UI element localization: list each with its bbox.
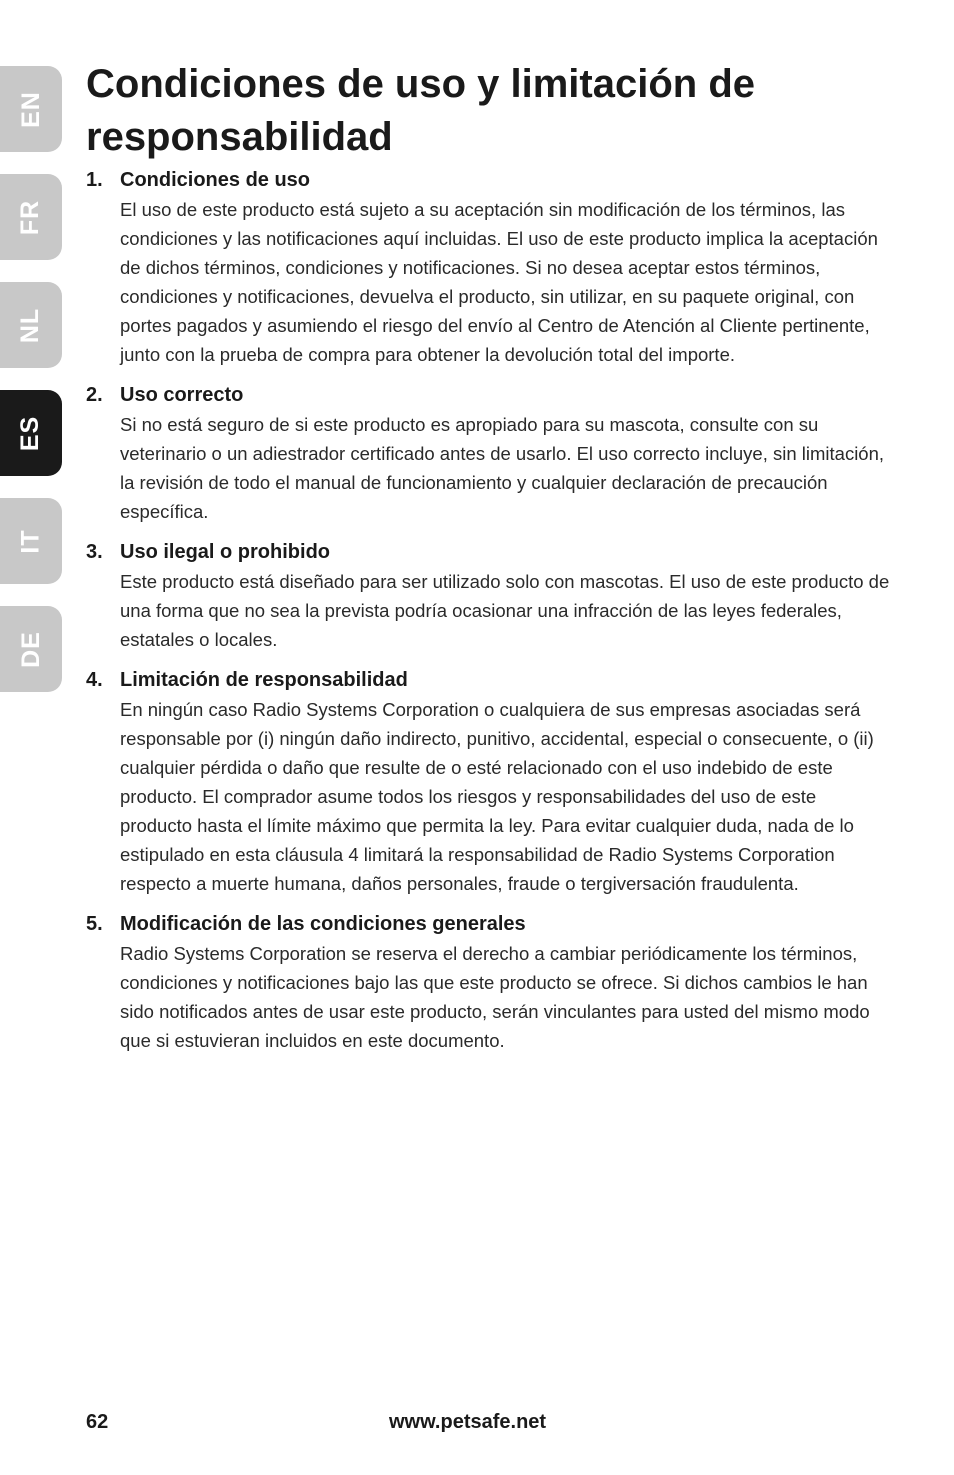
- tab-es[interactable]: [0, 390, 62, 476]
- tab-en-label: EN: [16, 90, 45, 128]
- page-title: Condiciones de uso y limitación de responsabilidad: [86, 62, 756, 159]
- section-number: 1.: [86, 169, 103, 191]
- section-heading: Condiciones de uso: [120, 169, 311, 191]
- page-number: 62: [86, 1411, 109, 1433]
- section-number: 5.: [86, 913, 103, 935]
- tab-it[interactable]: [0, 498, 62, 584]
- terms-list: [86, 166, 892, 1067]
- section-body: Si no está seguro de si este producto es apropiado para su mascota, consulte con su veterinario o un adiestrador certificado antes de usarlo. El uso correcto incluye, sin limitación, la revisión de todo el manual de funcionamiento y cualquier declaración de precaución específica.: [120, 414, 885, 522]
- section-body: Radio Systems Corporation se reserva el derecho a cambiar periódicamente los términos, condiciones y notificaciones bajo las que este producto se ofrece. Si dichos cambios le han sido notificados antes de usar este producto, serán vinculantes para usted del mismo modo que si estuvieran incluidos en este documento.: [120, 943, 870, 1051]
- tab-it-label: IT: [16, 528, 45, 554]
- tab-de[interactable]: [0, 606, 62, 692]
- section-heading: Uso ilegal o prohibido: [120, 541, 330, 563]
- tab-nl[interactable]: [0, 282, 62, 368]
- section-body: En ningún caso Radio Systems Corporation o cualquiera de sus empresas asociadas será responsable por (i) ningún daño indirecto, punitivo, accidental, especial o consecuente, o (ii) cualquier pérdida o daño que resulte de o esté relacionado con el uso indebido de este producto. El comprador asume todos los riesgos y responsabilidades del uso de este producto hasta el límite máximo que permita la ley. Para evitar cualquier duda, nada de lo estipulado en esta cláusula 4 limitará la responsabilidad de Radio Systems Corporation respecto a muerte humana, daños personales, fraude o tergiversación fraudulenta.: [120, 699, 874, 894]
- section-heading: Uso correcto: [120, 384, 244, 406]
- tab-de-label: DE: [16, 630, 45, 668]
- tab-nl-label: NL: [16, 307, 45, 343]
- section-number: 2.: [86, 384, 103, 406]
- section-limitacion-responsabilidad: [86, 666, 892, 898]
- tab-es-label: ES: [16, 415, 45, 451]
- section-body: Este producto está diseñado para ser utilizado solo con mascotas. El uso de este producto de una forma que no sea la prevista podría ocasionar una infracción de las leyes federales, estatales o locales.: [120, 571, 890, 650]
- section-heading: Limitación de responsabilidad: [120, 669, 408, 691]
- section-modificacion-condiciones: [86, 910, 892, 1055]
- section-condiciones-de-uso: [86, 166, 892, 369]
- section-number: 4.: [86, 669, 103, 691]
- tab-fr-label: FR: [16, 199, 45, 235]
- tab-fr[interactable]: [0, 174, 62, 260]
- section-body: El uso de este producto está sujeto a su aceptación sin modificación de los términos, las condiciones y las notificaciones aquí incluidas. El uso de este producto implica la aceptación de dichos términos, condiciones y notificaciones. Si no desea aceptar estos términos, condiciones y notificaciones, devuelva el producto, sin utilizar, en su paquete original, con portes pagados y asumiendo el riesgo del envío al Centro de Atención al Cliente pertinente, junto con la prueba de compra para obtener la devolución total del importe.: [120, 199, 878, 365]
- tab-en[interactable]: [0, 66, 62, 152]
- section-number: 3.: [86, 541, 103, 563]
- section-uso-correcto: [86, 381, 892, 526]
- section-heading: Modificación de las condiciones generales: [120, 913, 526, 935]
- footer-url-link[interactable]: www.petsafe.net: [389, 1411, 547, 1433]
- section-uso-ilegal: [86, 538, 892, 654]
